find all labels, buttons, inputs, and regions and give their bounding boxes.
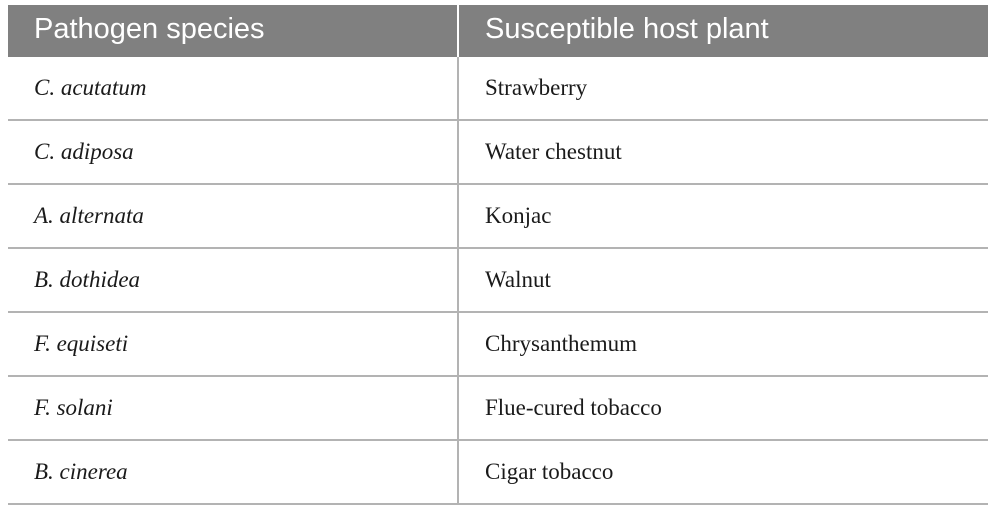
cell-host-plant: Water chestnut xyxy=(458,120,988,184)
cell-pathogen-species: C. adiposa xyxy=(8,120,458,184)
cell-host-plant: Walnut xyxy=(458,248,988,312)
cell-pathogen-species: A. alternata xyxy=(8,184,458,248)
cell-host-plant: Chrysanthemum xyxy=(458,312,988,376)
cell-host-plant: Flue-cured tobacco xyxy=(458,376,988,440)
table-row xyxy=(8,120,988,184)
table-row xyxy=(8,312,988,376)
column-header-pathogen-species: Pathogen species xyxy=(8,5,458,57)
cell-host-plant: Cigar tobacco xyxy=(458,440,988,504)
table-row xyxy=(8,440,988,504)
pathogen-host-table xyxy=(8,5,988,505)
table-header-row xyxy=(8,5,988,57)
table-header xyxy=(8,5,988,57)
table-body xyxy=(8,57,988,504)
table-row xyxy=(8,184,988,248)
cell-pathogen-species: B. dothidea xyxy=(8,248,458,312)
column-header-susceptible-host-plant: Susceptible host plant xyxy=(458,5,988,57)
table-row xyxy=(8,57,988,120)
cell-pathogen-species: B. cinerea xyxy=(8,440,458,504)
cell-pathogen-species: F. equiseti xyxy=(8,312,458,376)
cell-host-plant: Strawberry xyxy=(458,57,988,120)
table-row xyxy=(8,376,988,440)
cell-host-plant: Konjac xyxy=(458,184,988,248)
cell-pathogen-species: F. solani xyxy=(8,376,458,440)
cell-pathogen-species: C. acutatum xyxy=(8,57,458,120)
table-row xyxy=(8,248,988,312)
